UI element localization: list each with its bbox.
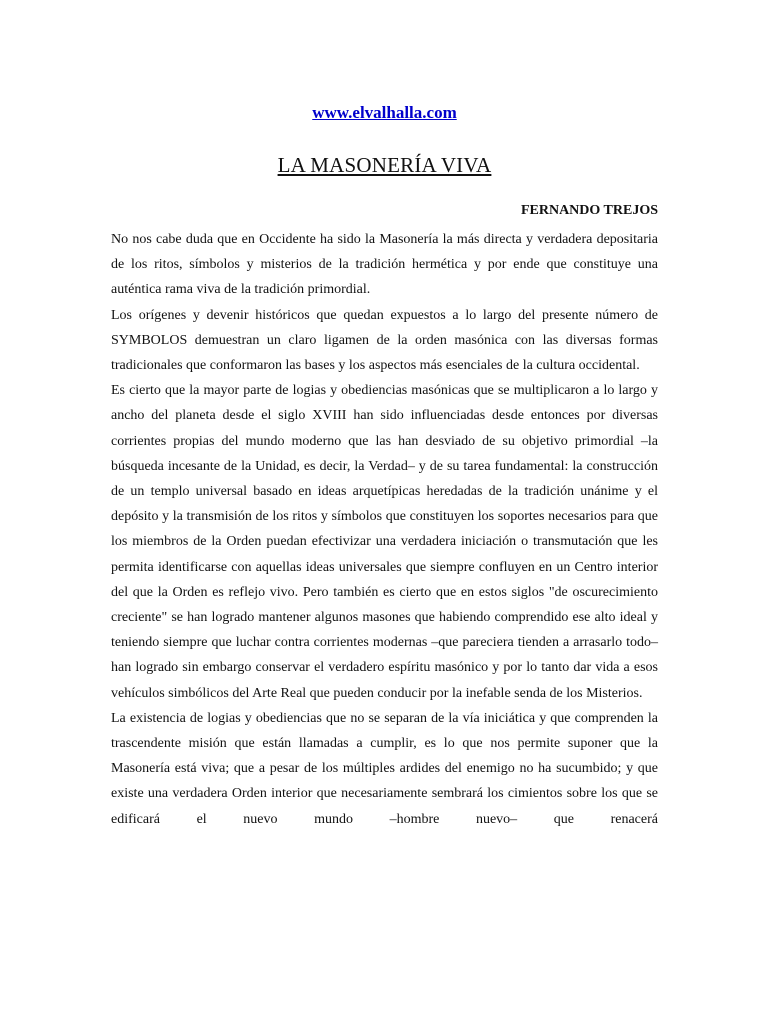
site-link[interactable]: www.elvalhalla.com xyxy=(312,103,457,122)
document-page xyxy=(111,100,658,832)
paragraph: La existencia de logias y obediencias que no se separan de la vía iniciática y que comprenden la trascendente misión que están llamadas a cumplir, es lo que nos permite suponer que la Masonería está viva; que a pesar de los múltiples ardides del enemigo no ha sucumbido; y que existe una verdadera Orden interior que necesariamente sembrará los cimientos sobre los que se edificará el nuevo mundo –hombre nuevo– que renacerá xyxy=(111,710,658,827)
author-name: FERNANDO TREJOS xyxy=(520,203,658,218)
document-title: LA MASONERÍA VIVA xyxy=(277,153,492,177)
body-text xyxy=(111,227,658,832)
paragraph: No nos cabe duda que en Occidente ha sido la Masonería la más directa y verdadera depositaria de los ritos, símbolos y misterios de la tradición hermética y por ende que constituye una auténtica rama viva de la tradición primordial. xyxy=(111,232,658,298)
paragraph: Los orígenes y devenir históricos que quedan expuestos a lo largo del presente número de SYMBOLOS demuestran un claro ligamen de la orden masónica con las diversas formas tradicionales que conformaron las bases y los aspectos más esenciales de la cultura occidental. xyxy=(111,307,658,374)
paragraph: Es cierto que la mayor parte de logias y obediencias masónicas que se multiplicaron a lo largo y ancho del planeta desde el siglo XVIII han sido influenciadas desde entonces por diversas corrientes propias del mundo moderno que las han desviado de su objetivo primordial –la búsqueda incesante de la Unidad, es decir, la Verdad– y de su tarea fundamental: la construcción de un templo universal basado en ideas arquetípicas heredadas de la tradición unánime y el depósito y la transmisión de los ritos y símbolos que constituyen los soportes necesarios para que los miembros de la Orden puedan efectivizar una verdadera iniciación o transmutación que les permita identificarse con aquellas ideas universales que siempre confluyen en un Centro interior del que la Orden es reflejo vivo. Pero también es cierto que en estos siglos "de oscurecimiento creciente" se han logrado mantener algunos masones que habiendo comprendido ese alto ideal y teniendo siempre que luchar contra corrientes modernas –que pareciera tienden a arrasarlo todo– han logrado sin embargo conservar el verdadero espíritu masónico y por lo tanto dar vida a esos vehículos simbólicos del Arte Real que pueden conducir por la inefable senda de los Misterios. xyxy=(111,383,658,701)
